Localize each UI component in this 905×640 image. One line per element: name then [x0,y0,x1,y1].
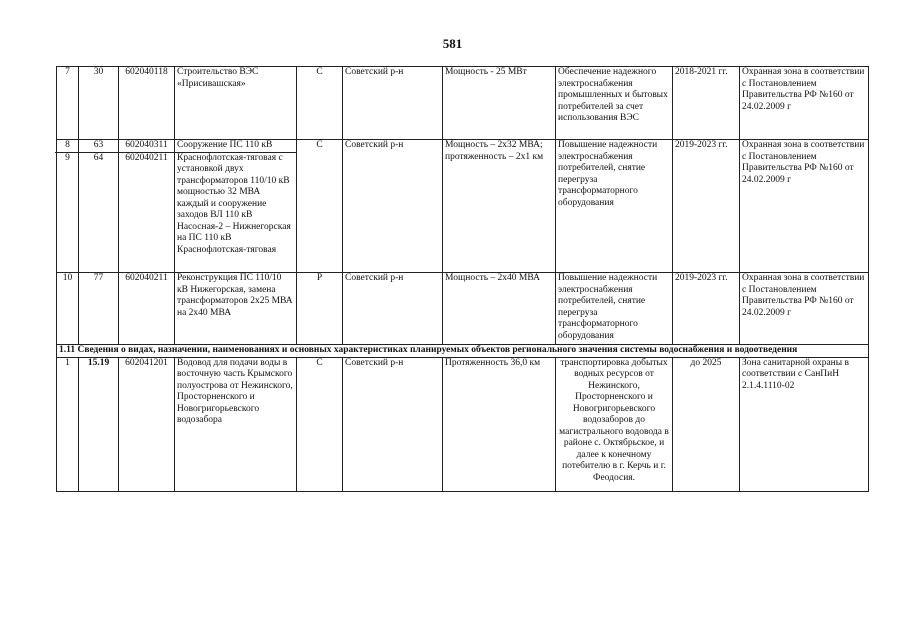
table-row [57,67,869,140]
row-period: 2019-2023 гг. [673,273,740,345]
row-location: Советский р-н [343,273,443,345]
row-status: С [297,357,343,491]
row-zone: Охранная зона в соответствии с Постановлением Правительства РФ №160 от 24.02.2009 г [740,273,869,345]
row-characteristics: Мощность – 2х32 МВА; протяженность – 2х1 км [443,140,556,273]
row-number [57,140,79,273]
section-title: 1.11 Сведения о видах, назначении, наименованиях и основных характеристиках планируемых объектов регионального значения системы водоснабжения и водоотведения [57,345,869,358]
row-characteristics: Протяженность 36,0 км [443,357,556,491]
table-row [57,273,869,345]
row-name [175,140,297,273]
row-location: Советский р-н [343,357,443,491]
row-number: 1 [57,357,79,491]
row-number-8: 8 [65,140,70,150]
row-zone: Зона санитарной охраны в соответствии с СанПиН 2.1.4.1110-02 [740,357,869,491]
row-characteristics: Мощность - 25 МВт [443,67,556,140]
page-number: 581 [442,36,463,51]
row-purpose: транспортировка добытых водных ресурсов от Нежинского, Просторненского и Новогригорьевского водозаборов до магистрального водовода в районе с. Октябрьское, и далее к конечному потебителю в г. Керчь и г. Феодосия. [556,357,673,491]
row-id-first: 602040311 [125,140,168,150]
row-zone: Охранная зона в соответствии с Постановлением Правительства РФ №160 от 24.02.2009 г [740,140,869,273]
row-purpose: Повышение надежности электроснабжения потребителей, снятие перегруза трансформаторного оборудования [556,273,673,345]
row-id: 602040118 [119,67,175,140]
row-name: Водовод для подачи воды в восточную часть Крымского полуострова от Нежинского, Просторненского и Новогригорьевского водозабора [175,357,297,491]
row-period: до 2025 [673,357,740,491]
row-code-64: 64 [93,152,104,163]
row-name-first: Сооружение ПС 110 кВ [177,140,273,150]
row-period: 2018-2021 гг. [673,67,740,140]
row-characteristics: Мощность – 2х40 МВА [443,273,556,345]
row-code [79,140,119,273]
row-status: С [297,67,343,140]
objects-table [56,66,869,492]
row-id-second: 602040211 [125,152,168,163]
row-number: 7 [57,67,79,140]
section-header-row [57,345,869,358]
table-row [57,357,869,491]
row-id: 602041201 [119,357,175,491]
row-code: 30 [79,67,119,140]
row-code: 77 [79,273,119,345]
row-number: 10 [57,273,79,345]
row-status: Р [297,273,343,345]
table-row [57,140,869,273]
row-code: 15.19 [79,357,119,491]
row-code-63: 63 [93,140,104,150]
row-purpose: Обеспечение надежного электроснабжения промышленных и бытовых потребителей за счет использования ВЭС [556,67,673,140]
row-name-second: Краснофлотская-тяговая с установкой двух трансформаторов 110/10 кВ мощностью 32 МВА каждый и сооружение заходов ВЛ 110 кВ Насосная-2 – Нижнегорская на ПС 110 кВ Краснофлотская-тяговая [177,152,291,255]
row-name: Реконструкция ПС 110/10 кВ Нижегорская, замена трансформаторов 2х25 МВА на 2х40 МВА [175,273,297,345]
row-id: 602040211 [119,273,175,345]
row-location: Советский р-н [343,67,443,140]
row-location: Советский р-н [343,140,443,273]
row-number-9: 9 [65,152,70,163]
row-name: Строительство ВЭС «Присивашская» [175,67,297,140]
row-id [119,140,175,273]
row-zone: Охранная зона в соответствии с Постановлением Правительства РФ №160 от 24.02.2009 г [740,67,869,140]
row-purpose: Повышение надежности электроснабжения потребителей, снятие перегруза трансформаторного оборудования [556,140,673,273]
row-status: С [297,140,343,273]
row-period: 2019-2023 гг. [673,140,740,273]
